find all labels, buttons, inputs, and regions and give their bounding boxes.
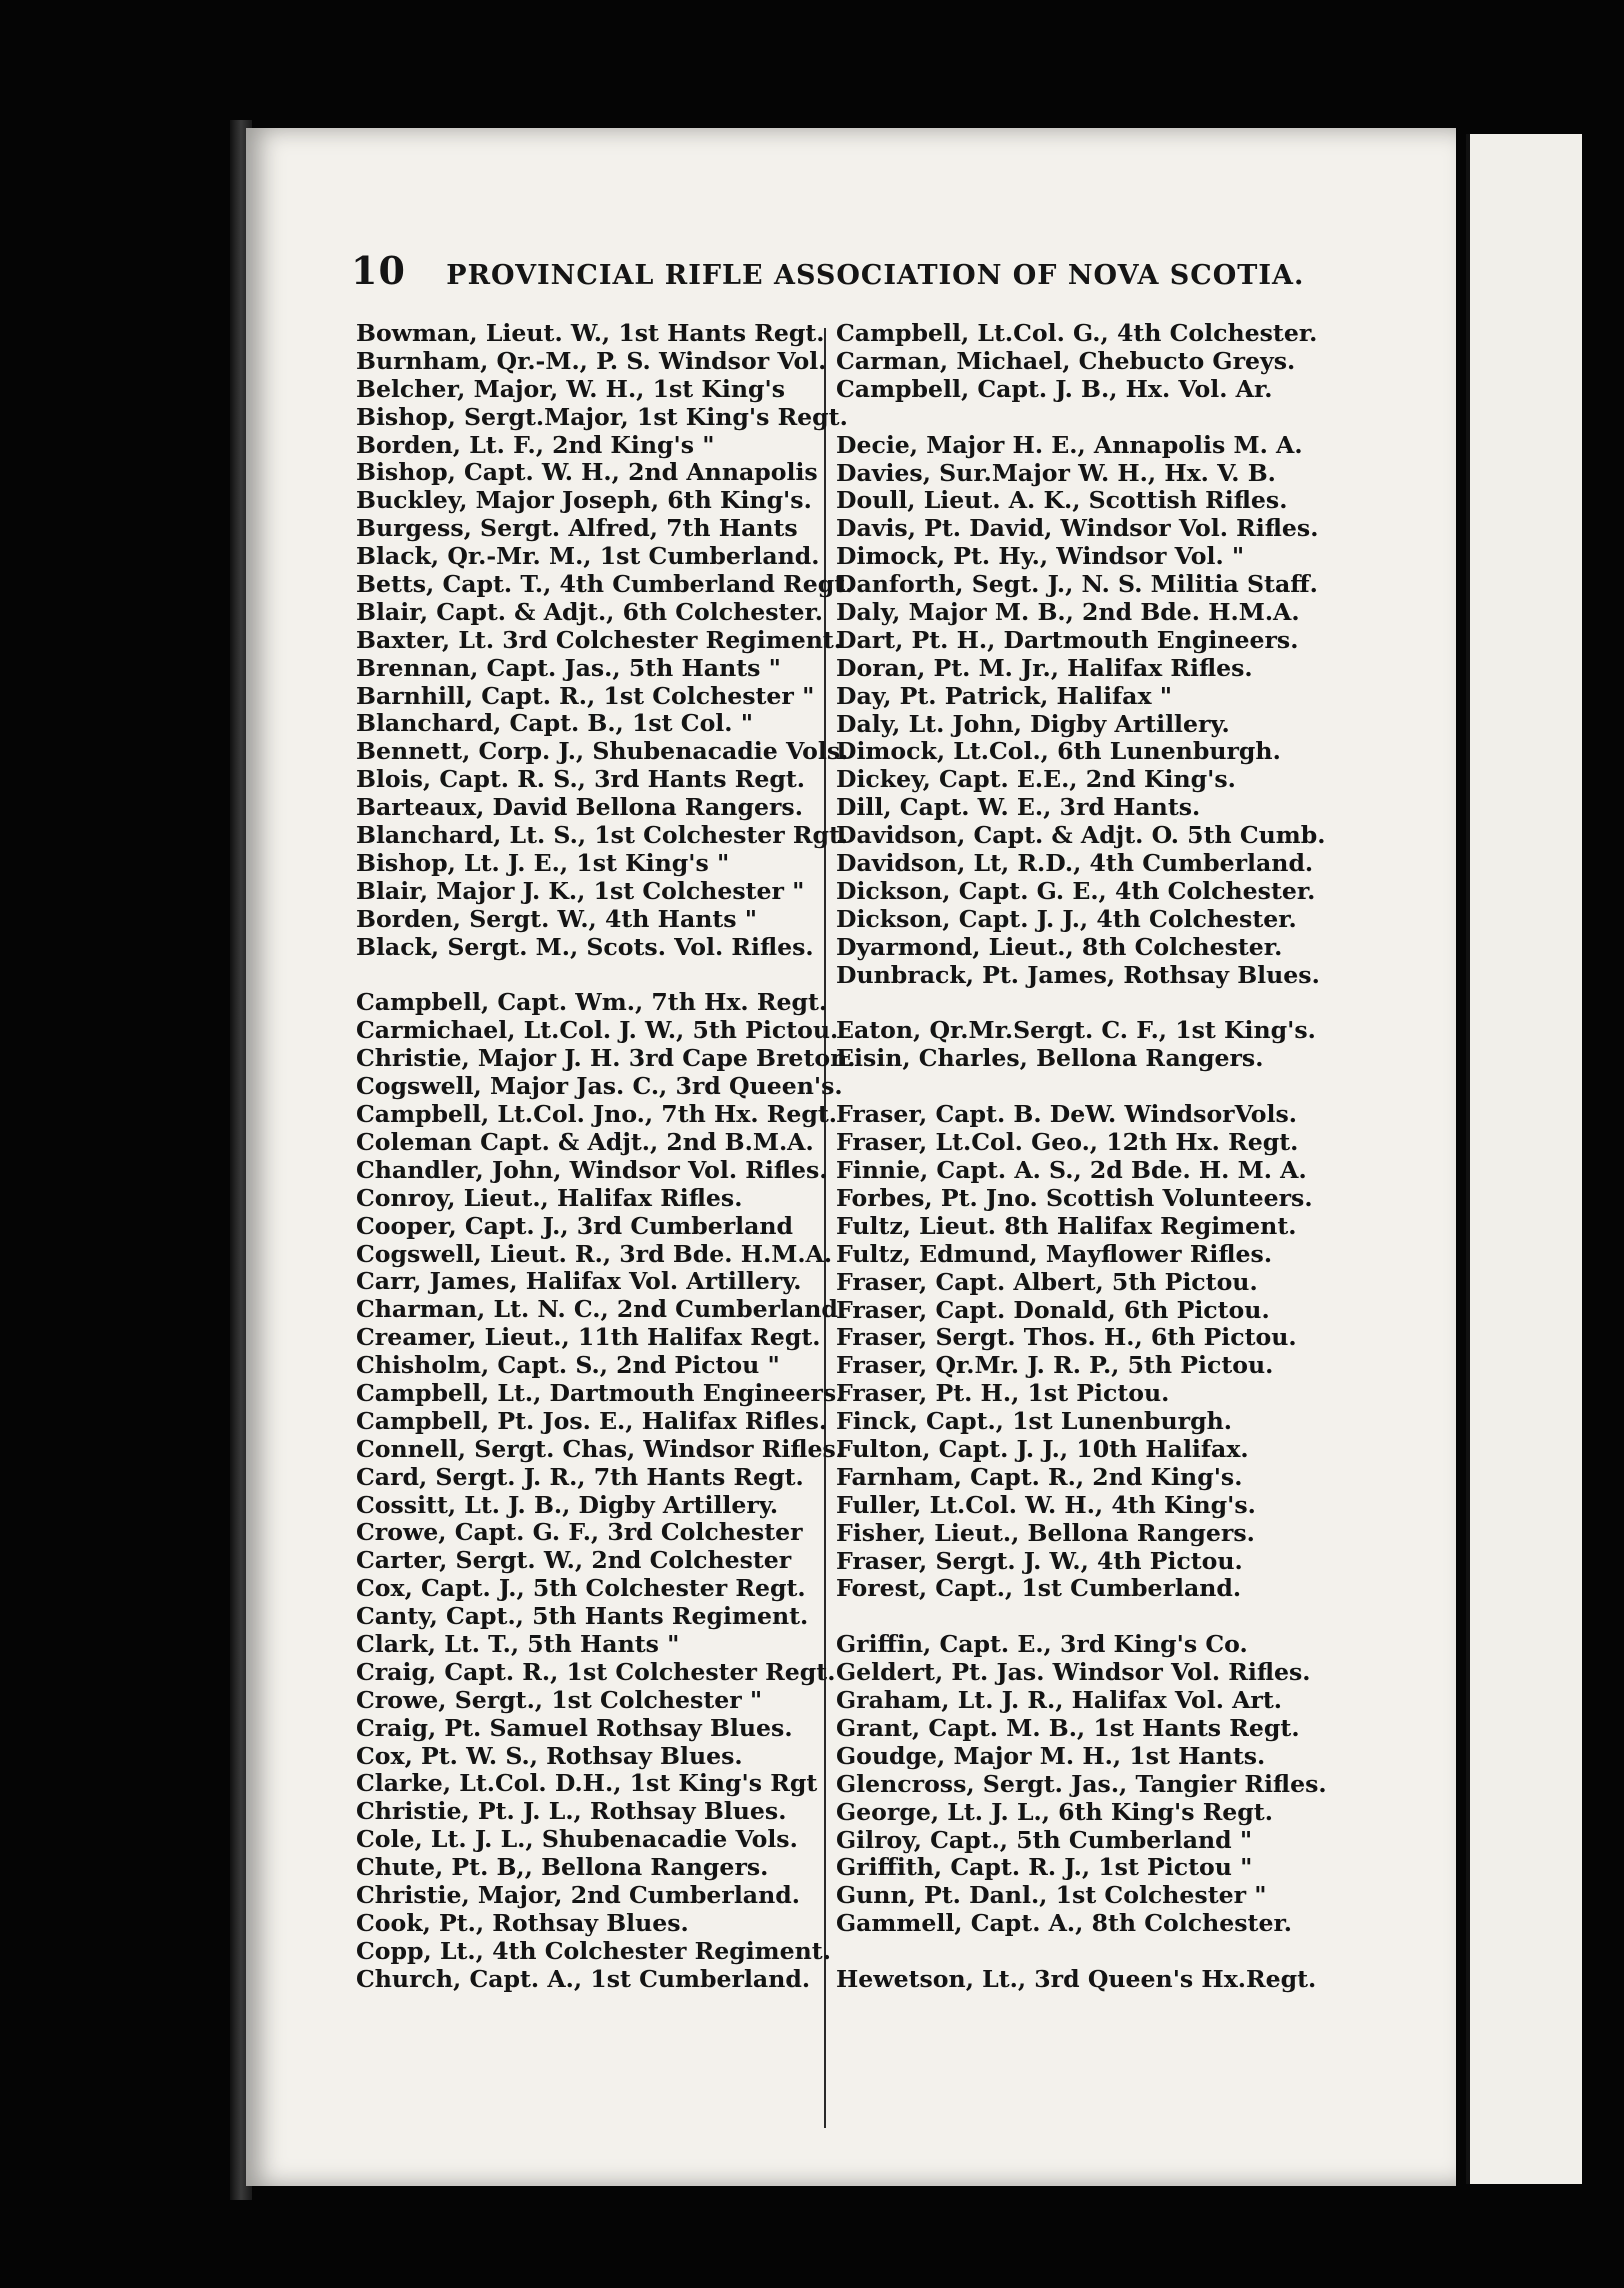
list-item: Griffin, Capt. E., 3rd King's Co. [836, 1630, 1248, 1659]
list-item: Blair, Capt. & Adjt., 6th Colchester. [356, 597, 823, 626]
list-item: Belcher, Major, W. H., 1st King's [356, 374, 786, 403]
list-item: Black, Qr.-Mr. M., 1st Cumberland. [356, 542, 820, 571]
list-item: Fraser, Sergt. J. W., 4th Pictou. [836, 1546, 1243, 1575]
list-item: Fraser, Lt.Col. Geo., 12th Hx. Regt. [836, 1128, 1299, 1157]
list-item: Forest, Capt., 1st Cumberland. [836, 1574, 1242, 1603]
list-item: Borden, Lt. F., 2nd King's " [356, 430, 715, 459]
list-item: Campbell, Lt.Col. Jno., 7th Hx. Regt. [356, 1100, 837, 1129]
list-item: Daly, Major M. B., 2nd Bde. H.M.A. [836, 598, 1300, 627]
list-item: Carman, Michael, Chebucto Greys. [836, 346, 1296, 375]
list-item: Cox, Capt. J., 5th Colchester Regt. [356, 1574, 806, 1603]
list-item: Campbell, Capt. J. B., Hx. Vol. Ar. [836, 374, 1273, 403]
list-item: Finck, Capt., 1st Lunenburgh. [836, 1407, 1232, 1436]
list-item: Carmichael, Lt.Col. J. W., 5th Pictou. [356, 1016, 839, 1045]
group-spacer [836, 1938, 1436, 1966]
list-item: Buckley, Major Joseph, 6th King's. [356, 486, 812, 515]
list-item: Betts, Capt. T., 4th Cumberland Regt. [356, 570, 854, 599]
list-item: Blanchard, Lt. S., 1st Colchester Rgt. [356, 821, 849, 850]
list-item: Doull, Lieut. A. K., Scottish Rifles. [836, 486, 1288, 515]
list-item: Chisholm, Capt. S., 2nd Pictou " [356, 1351, 780, 1380]
list-item: Cogswell, Major Jas. C., 3rd Queen's. [356, 1072, 843, 1101]
list-item: Dill, Capt. W. E., 3rd Hants. [836, 793, 1201, 822]
list-item: Barteaux, David Bellona Rangers. [356, 793, 803, 822]
list-item: Fraser, Qr.Mr. J. R. P., 5th Pictou. [836, 1351, 1274, 1380]
list-item: Gunn, Pt. Danl., 1st Colchester " [836, 1881, 1267, 1910]
list-item: Bishop, Capt. W. H., 2nd Annapolis [356, 458, 818, 487]
list-item: Charman, Lt. N. C., 2nd Cumberland. [356, 1295, 847, 1324]
list-item: Davidson, Lt, R.D., 4th Cumberland. [836, 849, 1314, 878]
list-item: Dickson, Capt. J. J., 4th Colchester. [836, 904, 1297, 933]
page-number: 10 [351, 248, 406, 293]
list-item: Baxter, Lt. 3rd Colchester Regiment. [356, 625, 842, 654]
list-item: Bowman, Lieut. W., 1st Hants Regt. [356, 319, 825, 347]
list-item: Glencross, Sergt. Jas., Tangier Rifles. [836, 1769, 1327, 1798]
list-item: George, Lt. J. L., 6th King's Regt. [836, 1797, 1273, 1826]
list-item: Gammell, Capt. A., 8th Colchester. [836, 1909, 1292, 1938]
list-item: Fraser, Pt. H., 1st Pictou. [836, 1379, 1170, 1408]
list-item: Eaton, Qr.Mr.Sergt. C. F., 1st King's. [836, 1016, 1316, 1045]
list-item: Davidson, Capt. & Adjt. O. 5th Cumb. [836, 821, 1326, 850]
list-item: Cole, Lt. J. L., Shubenacadie Vols. [356, 1825, 798, 1854]
list-item: Cox, Pt. W. S., Rothsay Blues. [356, 1741, 743, 1770]
list-item: Geldert, Pt. Jas. Windsor Vol. Rifles. [836, 1658, 1311, 1687]
list-item: Griffith, Capt. R. J., 1st Pictou " [836, 1853, 1253, 1882]
list-item: Danforth, Segt. J., N. S. Militia Staff. [836, 570, 1318, 599]
list-item: Bishop, Lt. J. E., 1st King's " [356, 848, 730, 877]
list-item: Decie, Major H. E., Annapolis M. A. [836, 430, 1303, 459]
list-item: Burnham, Qr.-M., P. S. Windsor Vol. [356, 346, 827, 375]
list-item: Creamer, Lieut., 11th Halifax Regt. [356, 1323, 821, 1352]
list-item: Daly, Lt. John, Digby Artillery. [836, 709, 1230, 738]
list-item: Eisin, Charles, Bellona Rangers. [836, 1044, 1264, 1073]
list-item: Fisher, Lieut., Bellona Rangers. [836, 1518, 1255, 1547]
group-spacer [836, 404, 1436, 432]
list-item: Finnie, Capt. A. S., 2d Bde. H. M. A. [836, 1156, 1307, 1185]
list-item: Fuller, Lt.Col. W. H., 4th King's. [836, 1490, 1256, 1519]
list-item: Church, Capt. A., 1st Cumberland. [356, 1964, 811, 1993]
list-item: Christie, Major J. H. 3rd Cape Breton. [356, 1044, 856, 1073]
list-item: Crowe, Sergt., 1st Colchester " [356, 1685, 763, 1714]
list-item: Brennan, Capt. Jas., 5th Hants " [356, 653, 781, 682]
list-item: Campbell, Pt. Jos. E., Halifax Rifles. [356, 1406, 828, 1435]
list-item: Copp, Lt., 4th Colchester Regiment. [356, 1936, 831, 1965]
list-item: Forbes, Pt. Jno. Scottish Volunteers. [836, 1183, 1313, 1212]
list-item: Connell, Sergt. Chas, Windsor Rifles. [356, 1434, 845, 1463]
list-item: Gilroy, Capt., 5th Cumberland " [836, 1825, 1253, 1854]
list-item: Cogswell, Lieut. R., 3rd Bde. H.M.A. [356, 1239, 833, 1268]
list-item: Craig, Pt. Samuel Rothsay Blues. [356, 1713, 793, 1742]
list-item: Fraser, Capt. B. DeW. WindsorVols. [836, 1100, 1297, 1129]
list-item: Christie, Major, 2nd Cumberland. [356, 1880, 800, 1909]
list-item: Bennett, Corp. J., Shubenacadie Vols. [356, 737, 849, 766]
list-item: Crowe, Capt. G. F., 3rd Colchester [356, 1518, 803, 1547]
list-item: Davies, Sur.Major W. H., Hx. V. B. [836, 458, 1276, 487]
book-page [246, 128, 1456, 2186]
list-item: Blois, Capt. R. S., 3rd Hants Regt. [356, 765, 805, 794]
list-item: Dimock, Lt.Col., 6th Lunenburgh. [836, 737, 1281, 766]
list-item: Card, Sergt. J. R., 7th Hants Regt. [356, 1462, 804, 1491]
list-item: Grant, Capt. M. B., 1st Hants Regt. [836, 1713, 1300, 1742]
list-item: Canty, Capt., 5th Hants Regiment. [356, 1602, 809, 1631]
list-item: Burgess, Sergt. Alfred, 7th Hants [356, 514, 798, 543]
list-item: Dickson, Capt. G. E., 4th Colchester. [836, 876, 1316, 905]
group-spacer [836, 1073, 1436, 1101]
list-item: Graham, Lt. J. R., Halifax Vol. Art. [836, 1686, 1282, 1715]
list-item: Fultz, Lieut. 8th Halifax Regiment. [836, 1211, 1297, 1240]
facing-page-edge [1466, 134, 1582, 2184]
list-item: Fraser, Capt. Albert, 5th Pictou. [836, 1267, 1258, 1296]
list-item: Clark, Lt. T., 5th Hants " [356, 1629, 680, 1658]
list-item: Fulton, Capt. J. J., 10th Halifax. [836, 1434, 1249, 1463]
list-item: Fraser, Capt. Donald, 6th Pictou. [836, 1295, 1270, 1324]
list-item: Craig, Capt. R., 1st Colchester Regt. [356, 1657, 836, 1686]
list-item: Christie, Pt. J. L., Rothsay Blues. [356, 1797, 787, 1826]
list-item: Davis, Pt. David, Windsor Vol. Rifles. [836, 514, 1319, 543]
list-item: Carter, Sergt. W., 2nd Colchester [356, 1546, 792, 1575]
group-spacer [836, 989, 1436, 1017]
right-column [836, 320, 1436, 1994]
list-item: Campbell, Lt.Col. G., 4th Colchester. [836, 319, 1318, 347]
list-item: Fultz, Edmund, Mayflower Rifles. [836, 1239, 1273, 1268]
list-item: Doran, Pt. M. Jr., Halifax Rifles. [836, 653, 1253, 682]
list-item: Bishop, Sergt.Major, 1st King's Regt. [356, 402, 848, 431]
list-item: Cooper, Capt. J., 3rd Cumberland [356, 1211, 794, 1240]
list-item: Day, Pt. Patrick, Halifax " [836, 681, 1173, 710]
list-item: Dimock, Pt. Hy., Windsor Vol. " [836, 542, 1245, 571]
list-item: Dunbrack, Pt. James, Rothsay Blues. [836, 960, 1320, 989]
page-title: PROVINCIAL RIFLE ASSOCIATION OF NOVA SCOTIA. [446, 260, 1305, 291]
list-item: Blanchard, Capt. B., 1st Col. " [356, 709, 753, 738]
list-item: Hewetson, Lt., 3rd Queen's Hx.Regt. [836, 1965, 1317, 1994]
list-item: Black, Sergt. M., Scots. Vol. Rifles. [356, 932, 814, 961]
list-item: Fraser, Sergt. Thos. H., 6th Pictou. [836, 1323, 1297, 1352]
list-item: Chandler, John, Windsor Vol. Rifles. [356, 1155, 828, 1184]
list-item: Campbell, Capt. Wm., 7th Hx. Regt. [356, 988, 828, 1017]
list-item: Barnhill, Capt. R., 1st Colchester " [356, 681, 815, 710]
list-item: Borden, Sergt. W., 4th Hants " [356, 904, 758, 933]
list-item: Goudge, Major M. H., 1st Hants. [836, 1741, 1266, 1770]
list-item: Clarke, Lt.Col. D.H., 1st King's Rgt [356, 1769, 818, 1798]
list-item: Cook, Pt., Rothsay Blues. [356, 1908, 689, 1937]
list-item: Chute, Pt. B,, Bellona Rangers. [356, 1853, 769, 1882]
list-item: Dickey, Capt. E.E., 2nd King's. [836, 765, 1236, 794]
list-item: Coleman Capt. & Adjt., 2nd B.M.A. [356, 1127, 814, 1156]
list-item: Campbell, Lt., Dartmouth Engineers. [356, 1378, 845, 1407]
list-item: Cossitt, Lt. J. B., Digby Artillery. [356, 1490, 779, 1519]
page-header [351, 248, 1411, 293]
list-item: Blair, Major J. K., 1st Colchester " [356, 876, 805, 905]
list-item: Carr, James, Halifax Vol. Artillery. [356, 1267, 802, 1296]
list-item: Conroy, Lieut., Halifax Rifles. [356, 1183, 743, 1212]
group-spacer [836, 1603, 1436, 1631]
list-item: Dart, Pt. H., Dartmouth Engineers. [836, 625, 1299, 654]
list-item: Dyarmond, Lieut., 8th Colchester. [836, 932, 1283, 961]
list-item: Farnham, Capt. R., 2nd King's. [836, 1462, 1243, 1491]
